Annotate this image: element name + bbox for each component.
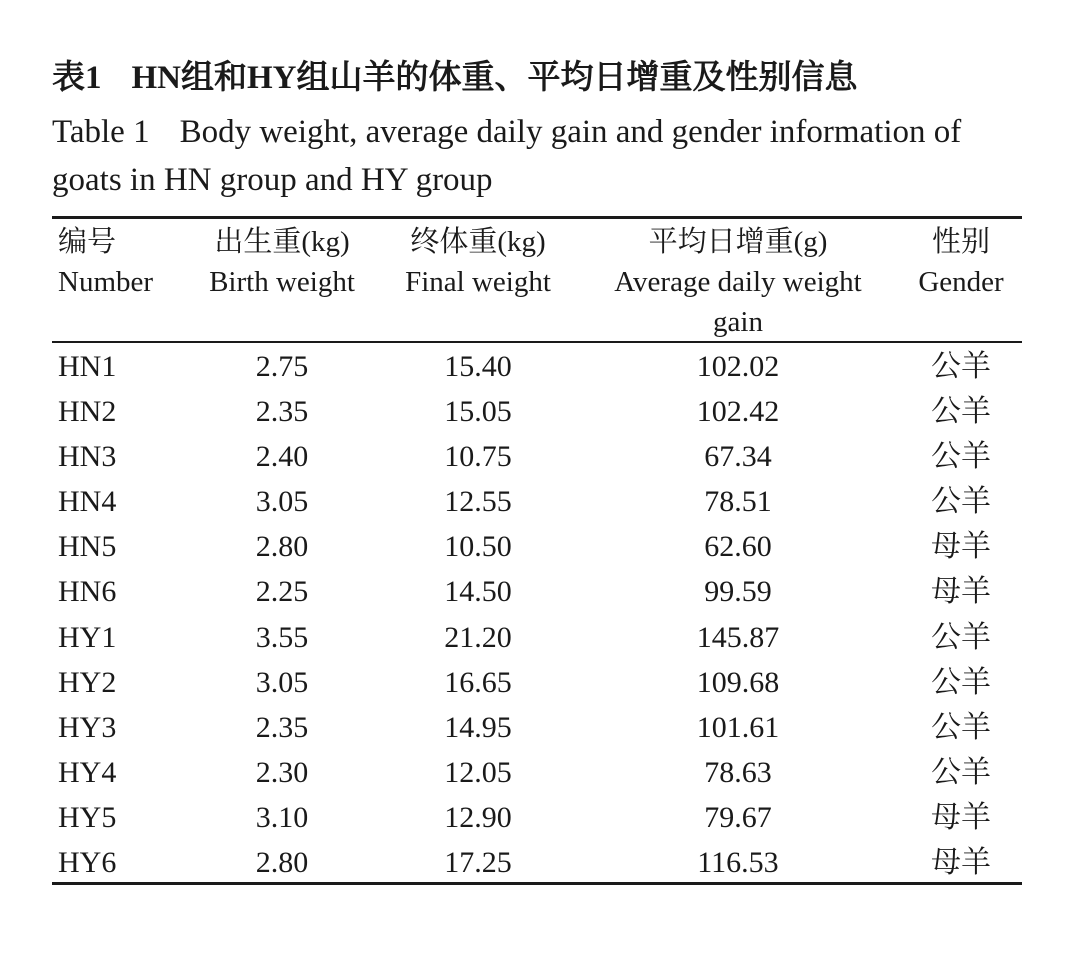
header-final-weight — [388, 222, 568, 302]
cell-average-daily-gain: 101.61 — [696, 710, 780, 744]
cell-average-daily-gain: 102.42 — [696, 395, 780, 429]
cell-final-weight: 15.40 — [444, 350, 512, 383]
cell-birth-weight: 3.05 — [255, 485, 309, 519]
cell-average-daily-gain: 109.68 — [696, 665, 780, 699]
header-final-weight-en: Final weight — [405, 266, 551, 298]
header-birth-weight-cn: 出生重(kg) — [214, 226, 350, 258]
cell-number: HN1 — [58, 350, 117, 383]
cell-final-weight: 10.50 — [444, 530, 512, 564]
cell-number: HN2 — [58, 395, 117, 429]
table-row — [52, 524, 1022, 569]
cell-final-weight: 14.95 — [444, 710, 512, 744]
header-number-cn: 编号 — [58, 226, 117, 258]
cell-final-weight: 12.55 — [444, 485, 512, 519]
cell-gender: 公羊 — [931, 755, 991, 789]
table-row — [52, 479, 1022, 524]
table-header-rule — [52, 341, 1022, 343]
cell-gender: 母羊 — [931, 846, 991, 880]
cell-average-daily-gain: 78.63 — [704, 755, 772, 789]
header-gender-en: Gender — [918, 266, 1004, 298]
cell-average-daily-gain: 79.67 — [704, 800, 772, 834]
cell-number: HN3 — [58, 440, 117, 474]
cell-average-daily-gain: 145.87 — [696, 620, 780, 654]
header-gender-cn: 性别 — [931, 226, 990, 258]
cell-average-daily-gain: 102.02 — [696, 350, 780, 383]
header-number — [58, 222, 153, 302]
table-row — [52, 795, 1022, 840]
header-final-weight-cn: 终体重(kg) — [410, 226, 546, 258]
cell-final-weight: 12.05 — [444, 755, 512, 789]
table-row — [52, 750, 1022, 795]
table-row — [52, 569, 1022, 614]
cell-gender: 公羊 — [931, 710, 991, 744]
cell-number: HY5 — [58, 800, 117, 834]
cell-gender: 公羊 — [931, 665, 991, 699]
cell-birth-weight: 2.80 — [255, 530, 309, 564]
cell-final-weight: 14.50 — [444, 575, 512, 609]
cell-final-weight: 15.05 — [444, 395, 512, 429]
cell-number: HY3 — [58, 710, 117, 744]
cell-final-weight: 10.75 — [444, 440, 512, 474]
cell-gender: 公羊 — [931, 350, 991, 383]
table-row — [52, 705, 1022, 750]
cell-gender: 母羊 — [931, 530, 991, 564]
header-birth-weight-en: Birth weight — [209, 266, 355, 298]
table-label-english: Table 1 — [52, 114, 150, 150]
table-row — [52, 344, 1022, 389]
cell-number: HY6 — [58, 846, 117, 880]
table-label-chinese: 表1 — [52, 60, 102, 96]
table-row — [52, 615, 1022, 660]
cell-final-weight: 17.25 — [444, 846, 512, 880]
header-number-en: Number — [58, 266, 154, 298]
cell-birth-weight: 2.25 — [255, 575, 309, 609]
cell-average-daily-gain: 116.53 — [697, 846, 779, 880]
table-row — [52, 660, 1022, 705]
cell-gender: 母羊 — [931, 800, 991, 834]
cell-number: HY2 — [58, 665, 117, 699]
cell-final-weight: 21.20 — [444, 620, 512, 654]
cell-birth-weight: 3.05 — [255, 665, 309, 699]
cell-birth-weight: 2.30 — [255, 755, 309, 789]
table-title-english: Body weight, average daily gain and gender information of goats in HN group and HY group — [52, 114, 962, 198]
table-top-rule — [52, 216, 1022, 219]
cell-gender: 母羊 — [931, 575, 991, 609]
cell-number: HN6 — [58, 575, 117, 609]
cell-average-daily-gain: 78.51 — [704, 485, 772, 519]
table-body — [52, 344, 1022, 885]
cell-number: HY4 — [58, 755, 117, 789]
table-caption-chinese — [52, 56, 858, 100]
cell-birth-weight: 2.35 — [255, 395, 309, 429]
cell-birth-weight: 2.75 — [255, 350, 309, 383]
table-title-chinese: HN组和HY组山羊的体重、平均日增重及性别信息 — [131, 60, 858, 96]
cell-gender: 公羊 — [931, 620, 991, 654]
cell-number: HY1 — [58, 620, 117, 654]
cell-gender: 公羊 — [931, 440, 991, 474]
header-birth-weight — [196, 222, 368, 302]
cell-birth-weight: 3.10 — [255, 800, 309, 834]
table-row — [52, 389, 1022, 434]
table-row — [52, 840, 1022, 885]
cell-average-daily-gain: 62.60 — [704, 530, 772, 564]
cell-birth-weight: 2.40 — [255, 440, 309, 474]
cell-gender: 公羊 — [931, 395, 991, 429]
cell-birth-weight: 2.80 — [255, 846, 309, 880]
header-gender — [900, 222, 1022, 302]
cell-final-weight: 16.65 — [444, 665, 512, 699]
cell-gender: 公羊 — [931, 485, 991, 519]
header-average-daily-gain — [586, 222, 890, 342]
header-average-daily-gain-cn: 平均日增重(g) — [648, 226, 828, 258]
table-row — [52, 434, 1022, 479]
cell-final-weight: 12.90 — [444, 800, 512, 834]
header-average-daily-gain-en: Average daily weight gain — [614, 266, 862, 338]
cell-number: HN4 — [58, 485, 117, 519]
cell-average-daily-gain: 67.34 — [704, 440, 772, 474]
cell-birth-weight: 3.55 — [255, 620, 309, 654]
cell-number: HN5 — [58, 530, 117, 564]
cell-average-daily-gain: 99.59 — [704, 575, 772, 609]
table-caption-english — [52, 108, 1022, 204]
cell-birth-weight: 2.35 — [255, 710, 309, 744]
table-bottom-rule — [52, 882, 1022, 885]
